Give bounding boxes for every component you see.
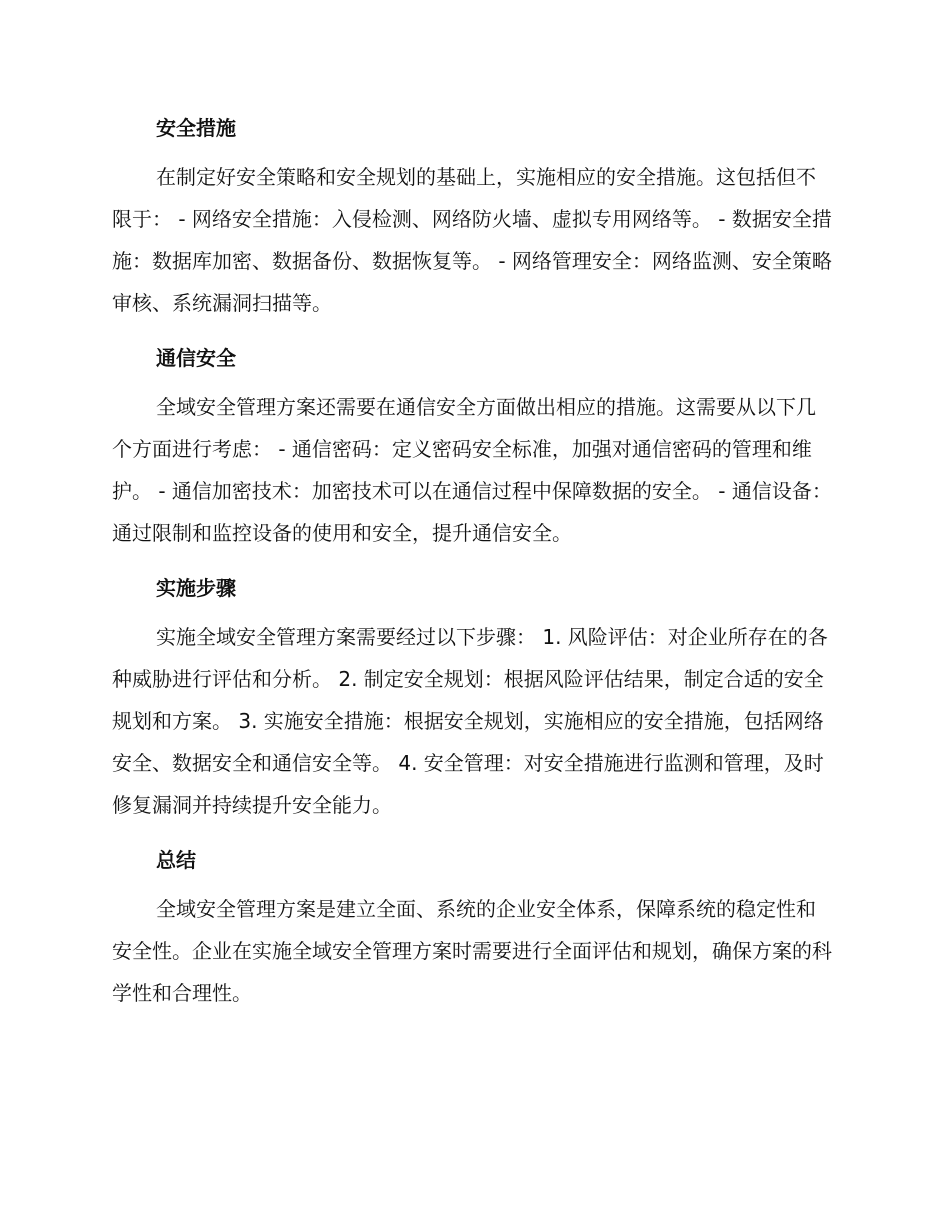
section-body-security-measures: 在制定好安全策略和安全规划的基础上，实施相应的安全措施。这包括但不限于： - 网络安全措施：入侵检测、网络防火墙、虚拟专用网络等。 - 数据安全措施：数据库加密、数据备份、数据恢复等。 - 网络管理安全：网络监测、安全策略审核、系统漏洞扫描等。	[112, 165, 832, 315]
section-body-communication-security: 全域安全管理方案还需要在通信安全方面做出相应的措施。这需要从以下几个方面进行考虑： - 通信密码：定义密码安全标准，加强对通信密码的管理和维护。 - 通信加密技术：加密技术可以在通信过程中保障数据的安全。 - 通信设备：通过限制和监控设备的使用和安全，提升通信安全。	[112, 395, 832, 545]
section-body-summary: 全域安全管理方案是建立全面、系统的企业安全体系，保障系统的稳定性和安全性。企业在实施全域安全管理方案时需要进行全面评估和规划，确保方案的科学性和合理性。	[112, 897, 832, 1005]
section-heading-implementation-steps: 实施步骤	[156, 576, 236, 600]
section-heading-communication-security: 通信安全	[156, 346, 236, 370]
section-heading-summary: 总结	[156, 848, 196, 872]
section-heading-security-measures: 安全措施	[156, 116, 236, 140]
section-body-implementation-steps: 实施全域安全管理方案需要经过以下步骤： 1. 风险评估：对企业所存在的各种威胁进行评估和分析。 2. 制定安全规划：根据风险评估结果，制定合适的安全规划和方案。 3. 实施安全措施：根据安全规划，实施相应的安全措施，包括网络安全、数据安全和通信安全等。 4. 安全管理：对安全措施进行监测和管理，及时修复漏洞并持续提升安全能力。	[112, 625, 828, 817]
document-page	[112, 108, 832, 1028]
